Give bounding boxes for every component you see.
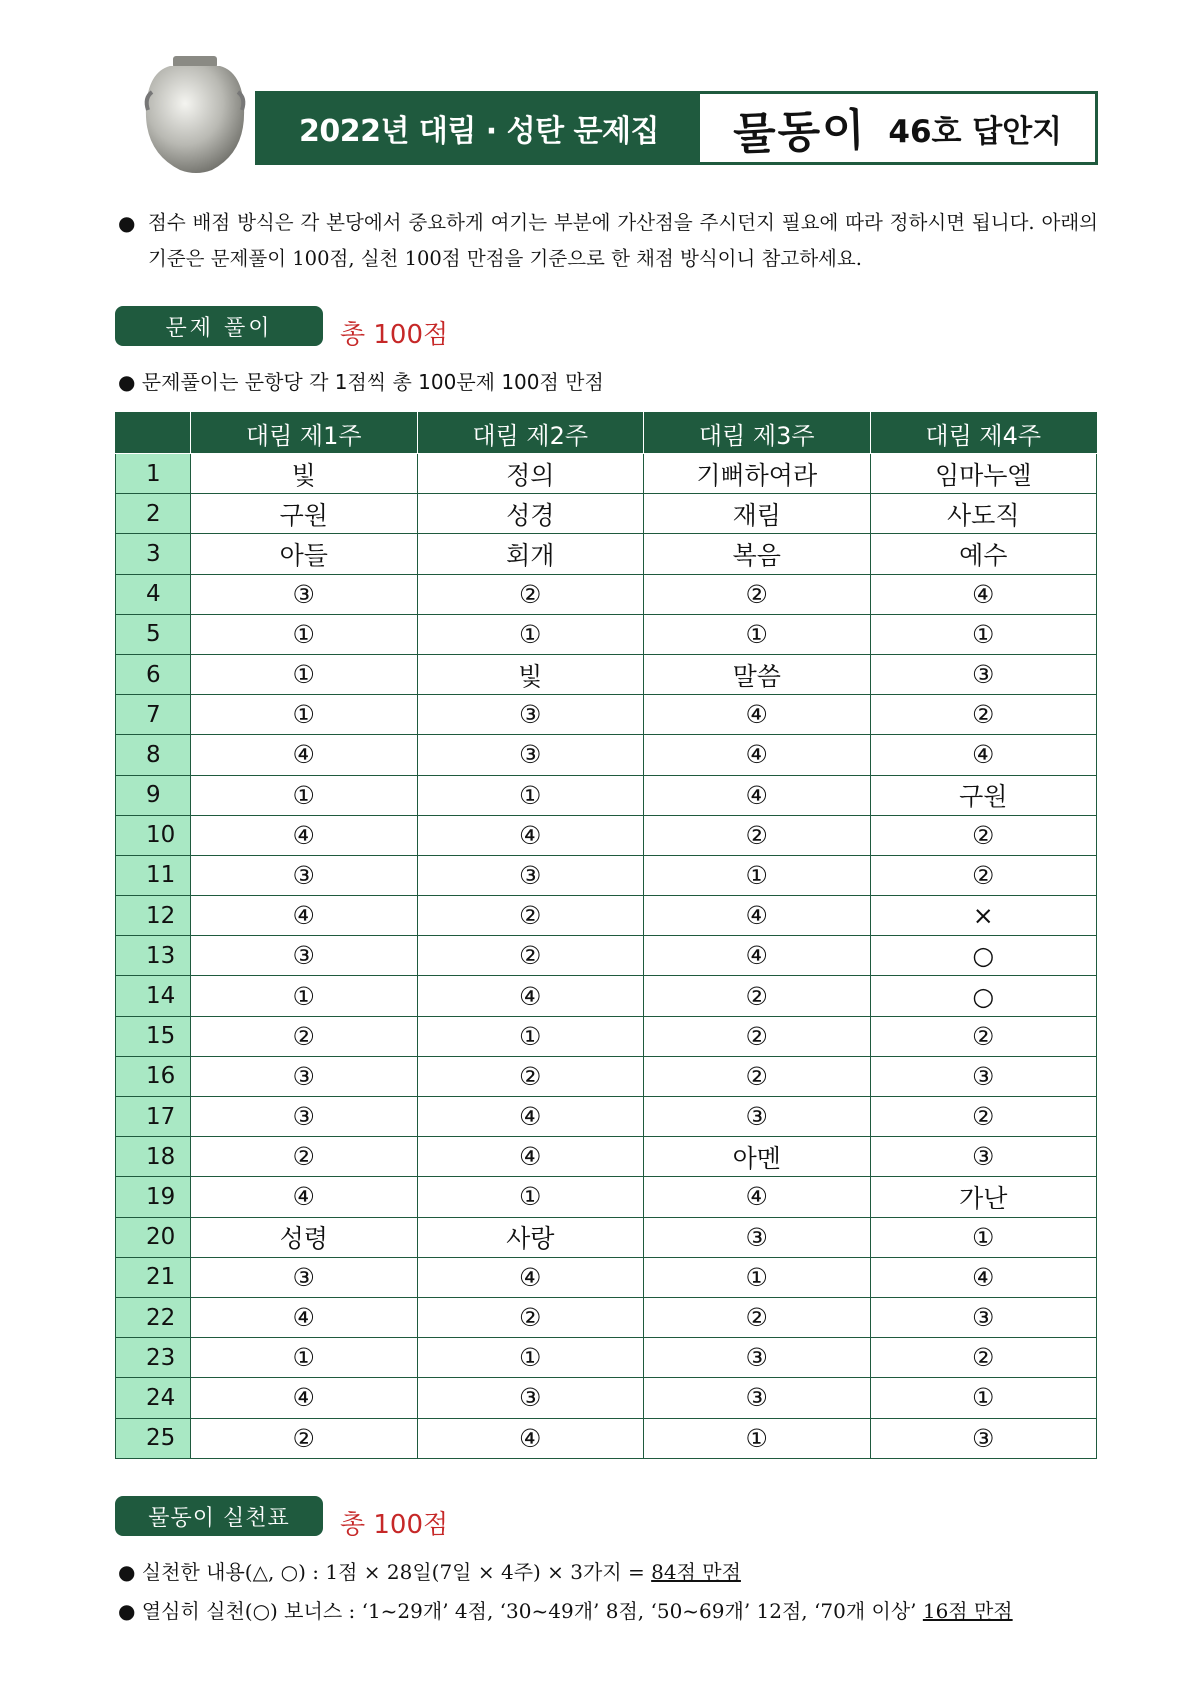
table-row xyxy=(116,1338,1097,1378)
answer-cell-week4: ④ xyxy=(870,1257,1097,1297)
question-number: 15 xyxy=(116,1016,191,1056)
answer-cell-week4: × xyxy=(870,896,1097,936)
answer-cell-week2: ③ xyxy=(417,695,644,735)
bonus-scoring-text: ● 열심히 실천(○) 보너스 : ‘1~29개’ 4점, ‘30~49개’ 8점, ‘50~69개’ 12점, ‘70개 이상’ xyxy=(118,1599,923,1623)
answer-cell-week4: ○ xyxy=(870,936,1097,976)
table-row xyxy=(116,1097,1097,1137)
practice-total-score: 총 100점 xyxy=(340,1510,449,1540)
answer-cell-week1: 성령 xyxy=(191,1217,418,1257)
answer-cell-week2: ③ xyxy=(417,1378,644,1418)
answer-cell-week3: 말씀 xyxy=(644,654,871,694)
table-row xyxy=(116,1257,1097,1297)
intro-text: 점수 배점 방식은 각 본당에서 중요하게 여기는 부분에 가산점을 주시던지 필요에 따라 정하시면 됩니다. 아래의 기준은 문제풀이 100점, 실천 100점 만점을 기준으로 한 채점 방식이니 참고하세요. xyxy=(148,211,1098,270)
table-row xyxy=(116,534,1097,574)
water-jar-image xyxy=(140,52,250,176)
question-number: 16 xyxy=(116,1056,191,1096)
table-row xyxy=(116,936,1097,976)
answer-table-body xyxy=(116,454,1097,1459)
practice-scoring-line xyxy=(118,1556,741,1585)
answer-cell-week2: ② xyxy=(417,574,644,614)
answer-cell-week1: ③ xyxy=(191,1257,418,1297)
answer-cell-week1: ④ xyxy=(191,1297,418,1337)
table-row xyxy=(116,855,1097,895)
answer-cell-week3: ② xyxy=(644,1056,871,1096)
practice-section-label: 물동이 실천표 xyxy=(115,1496,323,1536)
answer-cell-week1: ③ xyxy=(191,936,418,976)
table-row xyxy=(116,1378,1097,1418)
answer-cell-week4: ③ xyxy=(870,654,1097,694)
question-number: 11 xyxy=(116,855,191,895)
answer-cell-week2: ④ xyxy=(417,1137,644,1177)
question-number: 17 xyxy=(116,1097,191,1137)
answer-cell-week1: 빛 xyxy=(191,454,418,494)
question-number: 24 xyxy=(116,1378,191,1418)
answer-cell-week3: 복음 xyxy=(644,534,871,574)
answer-cell-week2: ④ xyxy=(417,976,644,1016)
answer-cell-week1: ① xyxy=(191,654,418,694)
table-row xyxy=(116,775,1097,815)
answer-cell-week2: ② xyxy=(417,1056,644,1096)
answer-cell-week3: ④ xyxy=(644,896,871,936)
answer-cell-week4: ③ xyxy=(870,1297,1097,1337)
answer-cell-week2: ③ xyxy=(417,855,644,895)
answer-cell-week2: ① xyxy=(417,1016,644,1056)
answer-cell-week2: ① xyxy=(417,614,644,654)
answer-cell-week1: ② xyxy=(191,1137,418,1177)
table-row xyxy=(116,574,1097,614)
answer-cell-week3: ④ xyxy=(644,775,871,815)
answer-cell-week3: 아멘 xyxy=(644,1137,871,1177)
table-row xyxy=(116,815,1097,855)
answer-cell-week2: 회개 xyxy=(417,534,644,574)
answer-cell-week1: 아들 xyxy=(191,534,418,574)
answer-cell-week4: ① xyxy=(870,1378,1097,1418)
answer-cell-week4: 구원 xyxy=(870,775,1097,815)
answer-cell-week3: ② xyxy=(644,976,871,1016)
practice-scoring-text: ● 실천한 내용(△, ○) : 1점 × 28일(7일 × 4주) × 3가지 = xyxy=(118,1560,652,1584)
answer-cell-week2: 빛 xyxy=(417,654,644,694)
question-number: 10 xyxy=(116,815,191,855)
answer-cell-week3: ③ xyxy=(644,1338,871,1378)
answer-cell-week3: 기뻐하여라 xyxy=(644,454,871,494)
table-row xyxy=(116,976,1097,1016)
answer-cell-week1: ③ xyxy=(191,574,418,614)
answer-cell-week1: ① xyxy=(191,695,418,735)
question-number: 12 xyxy=(116,896,191,936)
answer-cell-week1: ① xyxy=(191,614,418,654)
answer-cell-week1: ④ xyxy=(191,815,418,855)
answer-cell-week2: 성경 xyxy=(417,494,644,534)
answer-cell-week2: ② xyxy=(417,1297,644,1337)
table-header-row xyxy=(116,413,1097,454)
answer-cell-week3: ② xyxy=(644,1297,871,1337)
table-header-week3: 대림 제3주 xyxy=(644,413,871,454)
answer-cell-week3: ③ xyxy=(644,1217,871,1257)
answer-cell-week2: ① xyxy=(417,1177,644,1217)
answer-cell-week3: ① xyxy=(644,1418,871,1458)
answer-cell-week4: ④ xyxy=(870,735,1097,775)
table-row xyxy=(116,1016,1097,1056)
question-number: 2 xyxy=(116,494,191,534)
answer-cell-week1: ① xyxy=(191,775,418,815)
table-header-corner xyxy=(116,413,191,454)
answer-cell-week1: ③ xyxy=(191,1097,418,1137)
answer-cell-week3: ④ xyxy=(644,936,871,976)
answer-cell-week2: ② xyxy=(417,896,644,936)
answer-cell-week2: ② xyxy=(417,936,644,976)
question-number: 25 xyxy=(116,1418,191,1458)
question-number: 20 xyxy=(116,1217,191,1257)
table-row xyxy=(116,654,1097,694)
answer-cell-week4: ③ xyxy=(870,1137,1097,1177)
question-number: 18 xyxy=(116,1137,191,1177)
table-row xyxy=(116,1297,1097,1337)
answer-cell-week3: 재림 xyxy=(644,494,871,534)
question-number: 8 xyxy=(116,735,191,775)
answer-cell-week1: ② xyxy=(191,1418,418,1458)
answer-cell-week4: ① xyxy=(870,1217,1097,1257)
bonus-max-score: 16점 만점 xyxy=(922,1599,1013,1623)
table-row xyxy=(116,454,1097,494)
answer-cell-week3: ① xyxy=(644,855,871,895)
quiz-scoring-note: ● 문제풀이는 문항당 각 1점씩 총 100문제 100점 만점 xyxy=(118,370,604,394)
answer-cell-week1: ④ xyxy=(191,735,418,775)
table-row xyxy=(116,1217,1097,1257)
bullet-icon: ● xyxy=(118,211,136,235)
answer-cell-week3: ③ xyxy=(644,1097,871,1137)
question-number: 5 xyxy=(116,614,191,654)
answer-cell-week3: ② xyxy=(644,815,871,855)
answer-table xyxy=(115,412,1097,1459)
question-number: 13 xyxy=(116,936,191,976)
answer-cell-week3: ① xyxy=(644,1257,871,1297)
table-row xyxy=(116,1177,1097,1217)
answer-cell-week4: ② xyxy=(870,855,1097,895)
answer-cell-week1: ② xyxy=(191,1016,418,1056)
answer-cell-week3: ④ xyxy=(644,1177,871,1217)
question-number: 9 xyxy=(116,775,191,815)
answer-cell-week3: ② xyxy=(644,574,871,614)
answer-cell-week2: ③ xyxy=(417,735,644,775)
answer-cell-week4: 사도직 xyxy=(870,494,1097,534)
table-row xyxy=(116,1418,1097,1458)
answer-cell-week2: ④ xyxy=(417,815,644,855)
answer-cell-week4: ① xyxy=(870,614,1097,654)
bonus-scoring-line xyxy=(118,1595,1013,1624)
quiz-section-label: 문제 풀이 xyxy=(115,306,323,346)
answer-cell-week4: ② xyxy=(870,1016,1097,1056)
question-number: 19 xyxy=(116,1177,191,1217)
answer-cell-week4: ○ xyxy=(870,976,1097,1016)
answer-cell-week4: ② xyxy=(870,695,1097,735)
question-number: 7 xyxy=(116,695,191,735)
answer-cell-week2: ① xyxy=(417,775,644,815)
title-banner xyxy=(255,91,1098,165)
answer-cell-week1: ③ xyxy=(191,855,418,895)
answer-cell-week3: ① xyxy=(644,614,871,654)
table-row xyxy=(116,1056,1097,1096)
answer-cell-week4: ② xyxy=(870,815,1097,855)
table-row xyxy=(116,494,1097,534)
answer-cell-week2: ④ xyxy=(417,1257,644,1297)
answer-cell-week3: ③ xyxy=(644,1378,871,1418)
question-number: 1 xyxy=(116,454,191,494)
answer-cell-week4: 임마누엘 xyxy=(870,454,1097,494)
practice-max-score: 84점 만점 xyxy=(651,1560,741,1584)
question-number: 3 xyxy=(116,534,191,574)
answer-cell-week1: ④ xyxy=(191,896,418,936)
question-number: 14 xyxy=(116,976,191,1016)
answer-cell-week1: 구원 xyxy=(191,494,418,534)
answer-cell-week4: ② xyxy=(870,1338,1097,1378)
answer-cell-week4: 가난 xyxy=(870,1177,1097,1217)
intro-paragraph xyxy=(118,205,1098,277)
issue-title: 46호 답안지 xyxy=(888,113,1063,150)
brand-name: 물동이 xyxy=(732,104,868,161)
table-header-week4: 대림 제4주 xyxy=(870,413,1097,454)
answer-cell-week1: ④ xyxy=(191,1378,418,1418)
answer-cell-week1: ④ xyxy=(191,1177,418,1217)
question-number: 21 xyxy=(116,1257,191,1297)
answer-cell-week2: 정의 xyxy=(417,454,644,494)
table-row xyxy=(116,1137,1097,1177)
workbook-title: 2022년 대림 · 성탄 문제집 xyxy=(258,94,700,162)
answer-cell-week1: ③ xyxy=(191,1056,418,1096)
table-row xyxy=(116,896,1097,936)
answer-cell-week3: ④ xyxy=(644,695,871,735)
question-number: 4 xyxy=(116,574,191,614)
answer-cell-week2: ④ xyxy=(417,1418,644,1458)
table-row xyxy=(116,695,1097,735)
table-row xyxy=(116,614,1097,654)
answer-cell-week2: 사랑 xyxy=(417,1217,644,1257)
answer-cell-week3: ② xyxy=(644,1016,871,1056)
answer-cell-week4: ③ xyxy=(870,1056,1097,1096)
answer-cell-week4: ③ xyxy=(870,1418,1097,1458)
answer-cell-week2: ④ xyxy=(417,1097,644,1137)
question-number: 23 xyxy=(116,1338,191,1378)
answer-cell-week2: ① xyxy=(417,1338,644,1378)
answer-cell-week1: ① xyxy=(191,1338,418,1378)
question-number: 22 xyxy=(116,1297,191,1337)
table-row xyxy=(116,735,1097,775)
quiz-total-score: 총 100점 xyxy=(340,320,449,350)
table-header-week1: 대림 제1주 xyxy=(191,413,418,454)
answer-cell-week3: ④ xyxy=(644,735,871,775)
answer-cell-week4: 예수 xyxy=(870,534,1097,574)
answer-cell-week4: ④ xyxy=(870,574,1097,614)
answer-sheet-title xyxy=(700,94,1095,162)
question-number: 6 xyxy=(116,654,191,694)
answer-cell-week1: ① xyxy=(191,976,418,1016)
table-header-week2: 대림 제2주 xyxy=(417,413,644,454)
answer-cell-week4: ② xyxy=(870,1097,1097,1137)
